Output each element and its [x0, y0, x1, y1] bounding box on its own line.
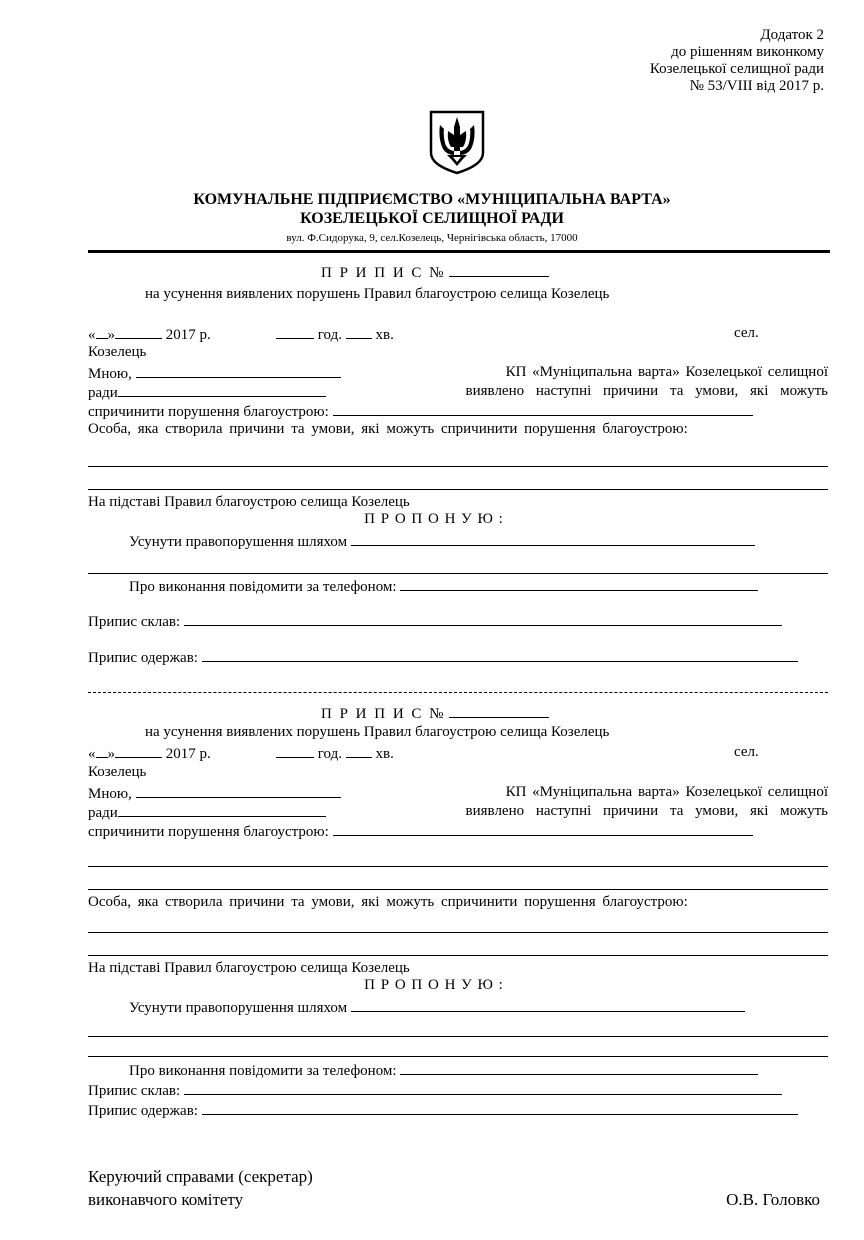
notify-row: Про виконання повідомити за телефоном: [129, 577, 758, 596]
minute-field[interactable] [346, 744, 372, 758]
rady-row: ради виявлено наступні причини та умови, які можуть [88, 383, 828, 401]
signatory-role-line1: Керуючий справами (секретар) [88, 1167, 313, 1186]
form-title: П Р И П И С № [321, 704, 549, 723]
date-row: « » 2017 р. [88, 746, 211, 762]
received-by-field[interactable] [202, 1101, 798, 1115]
form-subtitle: на усунення виявлених порушень Правил благоустрою селища Козелець [145, 724, 610, 740]
place-name: Козелець [88, 764, 147, 780]
position-field[interactable] [118, 803, 326, 817]
eliminate-method-field[interactable] [351, 998, 745, 1012]
place-name: Козелець [88, 344, 147, 360]
basis-text: На підставі Правил благоустрою селища Козелець [88, 960, 410, 976]
compiled-by-field[interactable] [184, 612, 782, 626]
received-by-field[interactable] [202, 648, 798, 662]
form-subtitle: на усунення виявлених порушень Правил благоустрою селища Козелець [145, 286, 610, 302]
compiled-by-field[interactable] [184, 1081, 782, 1095]
received-row: Припис одержав: [88, 1101, 798, 1120]
eliminate-field-line-2[interactable] [88, 1036, 828, 1037]
propose-heading: П Р О П О Н У Ю : [364, 511, 504, 527]
annex-decision: до рішенням виконкому [671, 44, 824, 60]
eliminate-method-field[interactable] [351, 532, 755, 546]
rady-row: ради виявлено наступні причини та умови, які можуть [88, 803, 828, 821]
received-row: Припис одержав: [88, 648, 798, 667]
form-title: П Р И П И С № [321, 263, 549, 282]
signatory-role-line2: виконавчого комітету [88, 1190, 244, 1209]
org-name-line2: КОЗЕЛЕЦЬКОЇ СЕЛИЩНОЇ РАДИ [300, 210, 564, 227]
phone-field[interactable] [400, 1061, 758, 1075]
place-prefix: сел. [734, 744, 759, 760]
annex-title: Додаток 2 [760, 27, 824, 43]
position-field[interactable] [118, 383, 326, 397]
basis-text: На підставі Правил благоустрою селища Козелець [88, 494, 410, 510]
person-field-line-2[interactable] [88, 955, 828, 956]
inspector-row: Мною, КП «Муніципальна варта» Козелецької селищної [88, 784, 828, 802]
annex-council: Козелецької селищної ради [649, 61, 824, 77]
causes-field[interactable] [333, 822, 753, 836]
may-cause-row: спричинити порушення благоустрою: [88, 822, 753, 841]
header-rule [88, 250, 830, 253]
notify-row: Про виконання повідомити за телефоном: [129, 1061, 758, 1080]
prescription-number-field[interactable] [449, 263, 549, 277]
signatory-name: О.В. Головко [726, 1190, 820, 1209]
month-field[interactable] [115, 325, 162, 339]
causes-field-line-2[interactable] [88, 866, 828, 867]
prescription-number-field[interactable] [449, 704, 549, 718]
day-field[interactable] [96, 744, 108, 758]
time-row: год. хв. [276, 744, 394, 763]
annex-number: № 53/VIII від 2017 р. [689, 78, 824, 94]
month-field[interactable] [115, 744, 162, 758]
eliminate-row: Усунути правопорушення шляхом [129, 998, 745, 1017]
cut-line [88, 692, 828, 693]
minute-field[interactable] [346, 325, 372, 339]
propose-heading: П Р О П О Н У Ю : [364, 977, 504, 993]
place-prefix: сел. [734, 325, 759, 341]
inspector-row: Мною, КП «Муніципальна варта» Козелецької селищної [88, 364, 828, 382]
phone-field[interactable] [400, 577, 758, 591]
inspector-name-field[interactable] [136, 364, 341, 378]
hour-field[interactable] [276, 325, 314, 339]
compiled-row: Припис склав: [88, 612, 782, 631]
eliminate-row: Усунути правопорушення шляхом [129, 532, 755, 551]
person-label: Особа, яка створила причини та умови, які можуть спричинити порушення благоустрою: [88, 421, 688, 437]
causes-field[interactable] [333, 402, 753, 416]
eliminate-field-line-2[interactable] [88, 573, 828, 574]
org-address: вул. Ф.Сидорука, 9, сел.Козелець, Чернігівська область, 17000 [286, 232, 578, 244]
eliminate-field-line-3[interactable] [88, 1056, 828, 1057]
may-cause-row: спричинити порушення благоустрою: [88, 402, 753, 421]
coat-of-arms-icon [427, 109, 487, 175]
causes-field-line-3[interactable] [88, 889, 828, 890]
person-field-line-2[interactable] [88, 489, 828, 490]
time-row: год. хв. [276, 325, 394, 344]
day-field[interactable] [96, 325, 108, 339]
hour-field[interactable] [276, 744, 314, 758]
person-field-line-1[interactable] [88, 466, 828, 467]
org-name-line1: КОМУНАЛЬНЕ ПІДПРИЄМСТВО «МУНІЦИПАЛЬНА ВАРТА» [193, 191, 671, 208]
inspector-name-field[interactable] [136, 784, 341, 798]
date-row: « » 2017 р. [88, 327, 211, 343]
compiled-row: Припис склав: [88, 1081, 782, 1100]
annex-block [650, 27, 824, 95]
person-label: Особа, яка створила причини та умови, які можуть спричинити порушення благоустрою: [88, 894, 688, 910]
person-field-line-1[interactable] [88, 932, 828, 933]
